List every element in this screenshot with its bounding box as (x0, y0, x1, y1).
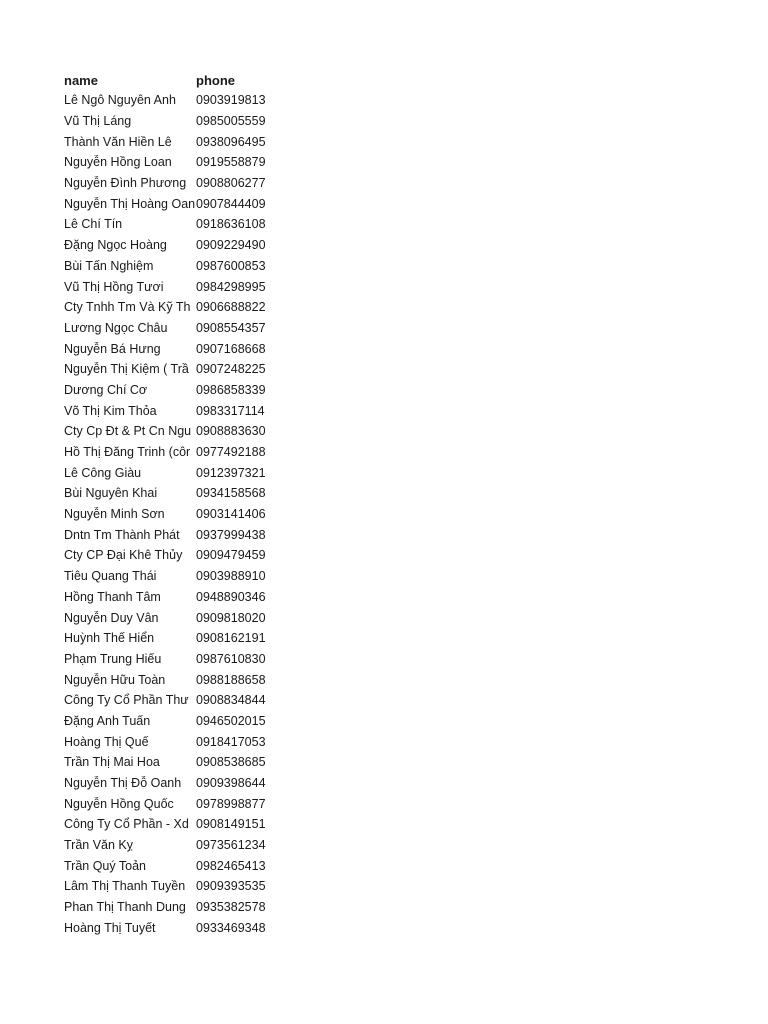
name-cell: Cty Tnhh Tm Và Kỹ Th (64, 300, 191, 315)
table-row (64, 504, 286, 525)
contact-sheet (64, 70, 286, 938)
table-row (64, 897, 286, 918)
table-row (64, 731, 286, 752)
table-row (64, 669, 286, 690)
phone-cell: 0986858339 (196, 382, 266, 397)
name-cell: Nguyễn Hữu Toàn (64, 672, 166, 687)
phone-cell: 0909818020 (196, 610, 266, 625)
phone-cell: 0946502015 (196, 713, 266, 728)
phone-cell: 0912397321 (196, 465, 266, 480)
table-row (64, 628, 286, 649)
phone-cell: 0908149151 (196, 817, 266, 832)
table-row (64, 566, 286, 587)
phone-cell: 0948890346 (196, 589, 266, 604)
phone-cell: 0984298995 (196, 279, 266, 294)
table-row (64, 111, 286, 132)
name-cell: Lê Công Giàu (64, 465, 142, 480)
table-row (64, 773, 286, 794)
column-header-name: name (64, 72, 98, 88)
table-row (64, 752, 286, 773)
name-cell: Hoàng Thị Quế (64, 734, 149, 749)
table-row (64, 338, 286, 359)
table-row (64, 793, 286, 814)
name-cell: Công Ty Cổ Phần Thư (64, 693, 189, 708)
name-cell: Nguyễn Thị Đỗ Oanh (64, 776, 182, 791)
name-cell: Lâm Thị Thanh Tuyền (64, 879, 186, 894)
name-cell: Công Ty Cổ Phần - Xd (64, 817, 189, 832)
phone-cell: 0903141406 (196, 507, 266, 522)
phone-cell: 0985005559 (196, 114, 266, 129)
name-cell: Trần Quý Toản (64, 858, 146, 873)
phone-cell: 0909229490 (196, 238, 266, 253)
name-cell: Nguyễn Bá Hưng (64, 341, 161, 356)
phone-cell: 0988188658 (196, 672, 266, 687)
table-row (64, 524, 286, 545)
phone-cell: 0919558879 (196, 155, 266, 170)
phone-cell: 0907168668 (196, 341, 266, 356)
phone-cell: 0909398644 (196, 776, 266, 791)
table-row (64, 131, 286, 152)
table-row (64, 607, 286, 628)
table-row (64, 649, 286, 670)
phone-cell: 0983317114 (196, 403, 265, 418)
phone-cell: 0987600853 (196, 258, 266, 273)
phone-cell: 0978998877 (196, 796, 266, 811)
name-cell: Lê Chí Tín (64, 217, 123, 232)
name-cell: Dương Chí Cơ (64, 382, 148, 397)
name-cell: Phan Thị Thanh Dung (64, 900, 186, 915)
table-row (64, 276, 286, 297)
table-row (64, 297, 286, 318)
name-cell: Huỳnh Thế Hiển (64, 631, 155, 646)
table-row (64, 359, 286, 380)
phone-cell: 0903919813 (196, 93, 266, 108)
table-row (64, 400, 286, 421)
phone-cell: 0909479459 (196, 548, 266, 563)
table-row (64, 545, 286, 566)
phone-cell: 0907248225 (196, 362, 266, 377)
phone-cell: 0907844409 (196, 196, 266, 211)
phone-cell: 0903988910 (196, 569, 266, 584)
table-row (64, 855, 286, 876)
phone-cell: 0908834844 (196, 693, 266, 708)
name-cell: Trần Thị Mai Hoa (64, 755, 160, 770)
table-row (64, 173, 286, 194)
phone-cell: 0909393535 (196, 879, 266, 894)
phone-cell: 0918636108 (196, 217, 266, 232)
name-cell: Hoàng Thị Tuyết (64, 920, 156, 935)
name-cell: Nguyễn Duy Vân (64, 610, 159, 625)
table-body (64, 90, 286, 938)
phone-cell: 0908162191 (196, 631, 266, 646)
phone-cell: 0937999438 (196, 527, 266, 542)
name-cell: Phạm Trung Hiếu (64, 651, 162, 666)
table-row (64, 483, 286, 504)
name-cell: Nguyễn Minh Sơn (64, 507, 165, 522)
phone-cell: 0982465413 (196, 858, 266, 873)
name-cell: Trần Văn Kỵ (64, 838, 134, 853)
table-row (64, 318, 286, 339)
name-cell: Nguyễn Hồng Loan (64, 155, 172, 170)
name-cell: Dntn Tm Thành Phát (64, 527, 180, 542)
table-row (64, 256, 286, 277)
table-row (64, 711, 286, 732)
phone-cell: 0987610830 (196, 651, 266, 666)
phone-cell: 0933469348 (196, 920, 266, 935)
name-cell: Lương Ngọc Châu (64, 320, 168, 335)
name-cell: Nguyễn Thị Hoàng Oan (64, 196, 196, 211)
name-cell: Lê Ngô Nguyên Anh (64, 93, 176, 108)
phone-cell: 0908806277 (196, 176, 266, 191)
phone-cell: 0918417053 (196, 734, 266, 749)
phone-cell: 0977492188 (196, 445, 266, 460)
phone-cell: 0973561234 (196, 838, 266, 853)
table-row (64, 587, 286, 608)
name-cell: Vũ Thị Láng (64, 114, 132, 129)
table-row (64, 442, 286, 463)
phone-cell: 0908883630 (196, 424, 266, 439)
phone-cell: 0908538685 (196, 755, 266, 770)
name-cell: Bùi Nguyên Khai (64, 486, 158, 501)
name-cell: Cty Cp Đt & Pt Cn Ngu (64, 424, 192, 439)
table-row (64, 90, 286, 111)
header-row (64, 70, 286, 90)
name-cell: Bùi Tấn Nghiệm (64, 258, 154, 273)
name-cell: Nguyễn Đình Phương (64, 176, 187, 191)
table-row (64, 690, 286, 711)
table-row (64, 380, 286, 401)
table-row (64, 214, 286, 235)
name-cell: Tiêu Quang Thái (64, 569, 157, 584)
column-header-phone: phone (196, 72, 235, 88)
phone-cell: 0938096495 (196, 134, 266, 149)
name-cell: Nguyễn Thị Kiệm ( Trầ (64, 362, 189, 377)
name-cell: Võ Thị Kim Thỏa (64, 403, 157, 418)
name-cell: Hồ Thị Đăng Trinh (côr (64, 445, 191, 460)
name-cell: Vũ Thị Hồng Tươi (64, 279, 164, 294)
table-row (64, 462, 286, 483)
name-cell: Cty CP Đại Khê Thủy (64, 548, 183, 563)
table-row (64, 235, 286, 256)
phone-cell: 0906688822 (196, 300, 266, 315)
table-row (64, 918, 286, 939)
name-cell: Thành Văn Hiền Lê (64, 134, 172, 149)
table-row (64, 876, 286, 897)
table-row (64, 421, 286, 442)
phone-cell: 0908554357 (196, 320, 266, 335)
name-cell: Đặng Anh Tuấn (64, 713, 151, 728)
table-row (64, 835, 286, 856)
name-cell: Nguyễn Hồng Quốc (64, 796, 174, 811)
phone-cell: 0934158568 (196, 486, 266, 501)
name-cell: Hồng Thanh Tâm (64, 589, 161, 604)
table-row (64, 152, 286, 173)
name-cell: Đặng Ngọc Hoàng (64, 238, 167, 253)
table-row (64, 193, 286, 214)
phone-cell: 0935382578 (196, 900, 266, 915)
table-row (64, 814, 286, 835)
